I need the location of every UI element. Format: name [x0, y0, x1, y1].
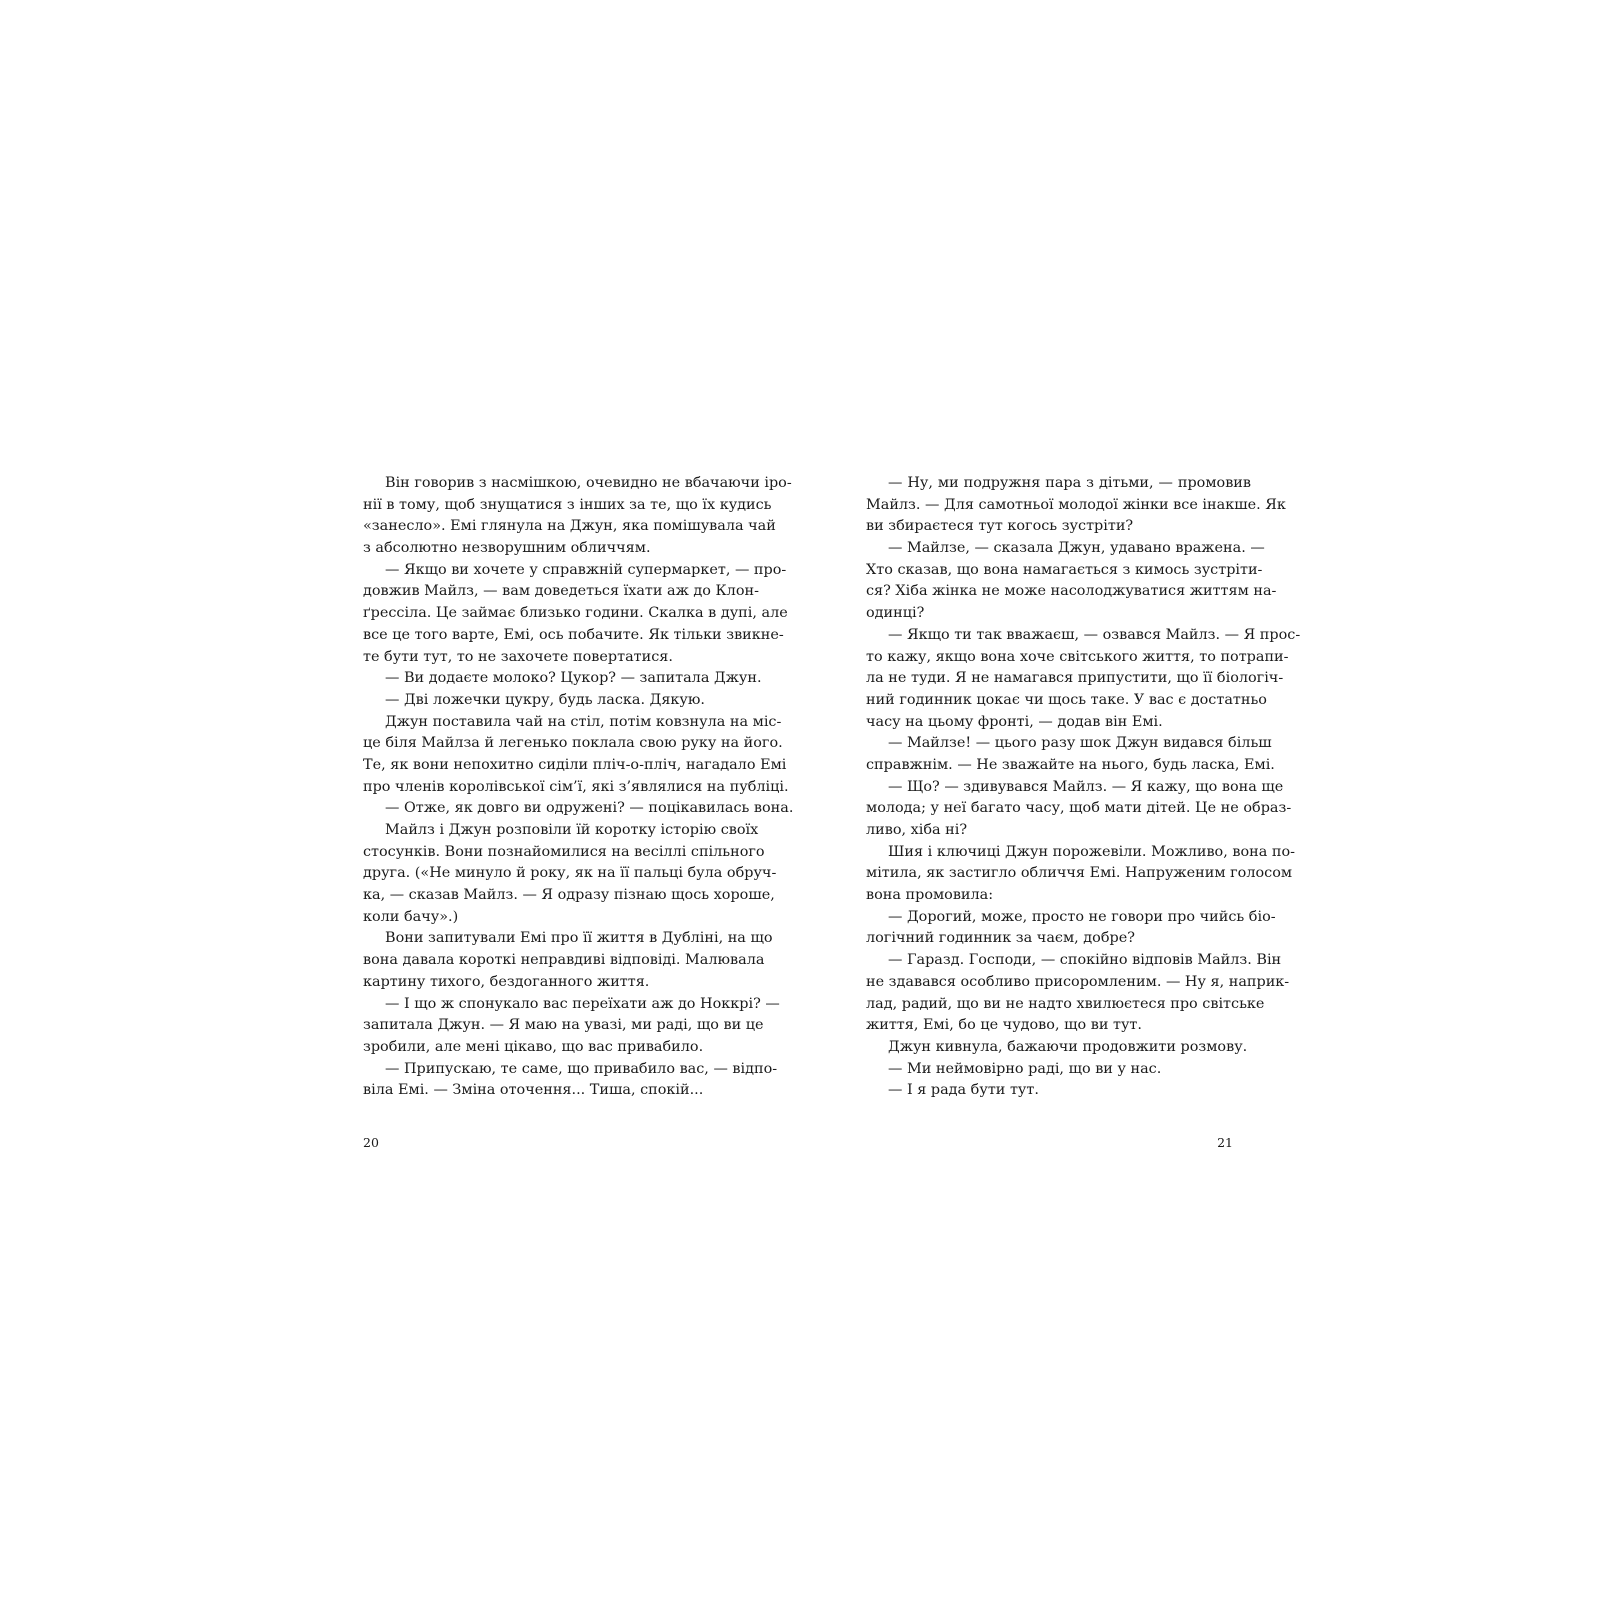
text-line: — І я рада бути тут.: [888, 1082, 1039, 1099]
text-line: з абсолютно незворушним обличчям.: [363, 540, 651, 557]
text-line: запитала Джун. — Я маю на увазі, ми раді, що ви це: [363, 1017, 764, 1034]
left-page-text: [363, 473, 794, 1102]
text-line: — Дорогий, може, просто не говори про чийсь біо-: [888, 908, 1276, 925]
text-line: лад, радий, що ви не надто хвилюєтеся про світське: [866, 995, 1265, 1012]
text-line: друга. («Не минуло й року, як на її пальці була обруч-: [363, 865, 777, 882]
text-line: нії в тому, щоб знущатися з інших за те, що їх кудись: [363, 496, 772, 513]
text-line: стосунків. Вони познайомилися на весіллі спільного: [363, 843, 765, 860]
text-line: «занесло». Емі глянула на Джун, яка помішувала чай: [363, 518, 776, 535]
text-line: логічний годинник за чаєм, добре?: [866, 930, 1135, 947]
text-line: — Ну, ми подружня пара з дітьми, — промовив: [888, 475, 1251, 491]
text-line: часу на цьому фронті, — додав він Емі.: [866, 713, 1163, 730]
text-line: зробили, але мені цікаво, що вас привабило.: [363, 1038, 704, 1055]
text-line: вона давала короткі неправдиві відповіді. Малювала: [363, 952, 765, 969]
text-line: — Дві ложечки цукру, будь ласка. Дякую.: [385, 691, 705, 708]
right-page-text: [866, 473, 1301, 1102]
text-line: Вони запитували Емі про її життя в Дубліні, на що: [385, 930, 773, 947]
page-number-left: 20: [363, 1135, 379, 1150]
text-line: — Що? — здивувався Майлз. — Я кажу, що вона ще: [888, 778, 1284, 795]
text-line: все це того варте, Емі, ось побачите. Як тільки звикне-: [363, 626, 784, 643]
text-line: то кажу, якщо вона хоче світського життя, то потрапи-: [866, 648, 1289, 665]
text-line: ви збираєтеся тут когось зустріти?: [866, 518, 1134, 535]
text-line: — І що ж спонукало вас переїхати аж до Ноккрі? —: [385, 995, 780, 1012]
text-line: одинці?: [866, 605, 925, 622]
text-line: — Якщо ви хочете у справжній супермаркет, — про-: [385, 561, 787, 578]
text-line: Джун поставила чай на стіл, потім ковзнула на міс-: [385, 713, 782, 730]
text-line: ка, — сказав Майлз. — Я одразу пізнаю щось хороше,: [363, 887, 775, 904]
text-line: Він говорив з насмішкою, очевидно не вбачаючи іро-: [385, 475, 792, 491]
text-line: молода; у неї багато часу, щоб мати дітей. Це не образ-: [866, 800, 1292, 817]
text-line: довжив Майлз, — вам доведеться їхати аж до Клон-: [363, 583, 759, 600]
text-line: — Ви додаєте молоко? Цукор? — запитала Джун.: [385, 670, 762, 687]
text-line: Шия і ключиці Джун порожевіли. Можливо, вона по-: [888, 843, 1295, 860]
text-line: Майлз. — Для самотньої молодої жінки все інакше. Як: [866, 496, 1286, 513]
text-line: ла не туди. Я не намагався припустити, що її біологіч-: [866, 670, 1284, 687]
text-line: Те, як вони непохитно сиділи пліч-о-пліч, нагадало Емі: [363, 756, 787, 773]
page-number-right: 21: [1217, 1135, 1233, 1150]
text-line: — Отже, як довго ви одружені? — поцікавилась вона.: [385, 800, 794, 817]
text-line: те бути тут, то не захочете повертатися.: [363, 648, 673, 665]
text-line: — Ми неймовірно раді, що ви у нас.: [888, 1060, 1162, 1077]
text-line: картину тихого, бездоганного життя.: [363, 973, 650, 990]
text-line: ся? Хіба жінка не може насолоджуватися життям на-: [866, 583, 1277, 600]
text-line: Джун кивнула, бажаючи продовжити розмову.: [888, 1038, 1248, 1055]
text-line: про членів королівської сім’ї, які з’являлися на публіці.: [363, 778, 789, 795]
text-line: — Припускаю, те саме, що привабило вас, — відпо-: [385, 1060, 778, 1077]
text-line: Майлз і Джун розповіли їй коротку історію своїх: [385, 822, 759, 838]
text-line: — Якщо ти так вважаєш, — озвався Майлз. — Я прос-: [888, 626, 1301, 643]
text-line: Хто сказав, що вона намагається з кимось зустріти-: [866, 561, 1263, 578]
text-line: — Майлзе, — сказала Джун, удавано вражена. —: [888, 540, 1265, 557]
text-line: віла Емі. — Зміна оточення... Тиша, спокій...: [363, 1082, 704, 1099]
text-line: вона промовила:: [866, 887, 994, 904]
text-line: це біля Майлза й легенько поклала свою руку на його.: [363, 735, 783, 752]
text-line: не здавався особливо присоромленим. — Ну я, наприк-: [866, 973, 1290, 990]
text-line: мітила, як застигло обличчя Емі. Напруженим голосом: [866, 865, 1293, 882]
text-line: ґрессіла. Це займає близько години. Скалка в дупі, але: [363, 605, 788, 622]
text-line: життя, Емі, бо це чудово, що ви тут.: [866, 1017, 1142, 1034]
text-line: — Майлзе! — цього разу шок Джун видався більш: [888, 735, 1272, 752]
text-line: ний годинник цокає чи щось таке. У вас є достатньо: [866, 691, 1267, 708]
text-line: справжнім. — Не зважайте на нього, будь ласка, Емі.: [866, 756, 1275, 773]
text-line: коли бачу».): [363, 908, 459, 925]
text-line: — Гаразд. Господи, — спокійно відповів Майлз. Він: [888, 952, 1282, 969]
text-line: ливо, хіба ні?: [866, 822, 968, 838]
